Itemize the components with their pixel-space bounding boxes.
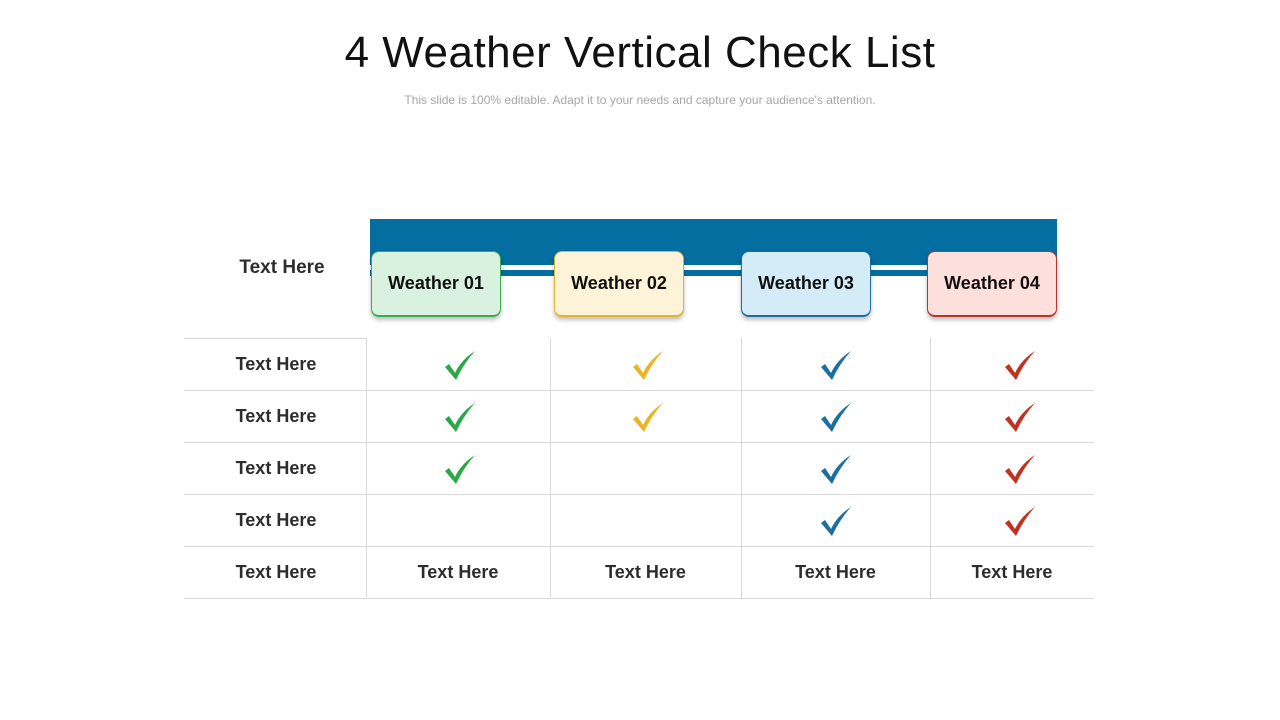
row-label: Text Here	[235, 457, 317, 478]
tab-weather-03[interactable]	[741, 251, 871, 317]
check-mark-icon	[632, 350, 664, 382]
check-mark-icon	[1004, 350, 1036, 382]
check-mark-icon	[632, 402, 664, 434]
footer-cell: Text Here	[795, 561, 876, 582]
tab-weather-01[interactable]	[371, 251, 501, 317]
check-mark-icon	[820, 402, 852, 434]
footer-cell: Text Here	[605, 561, 686, 582]
check-mark-icon	[820, 454, 852, 486]
tab-label: Weather 02	[571, 273, 667, 293]
row-label: Text Here	[235, 509, 317, 530]
tab-label: Weather 01	[388, 273, 484, 293]
check-mark-icon	[444, 350, 476, 382]
check-mark-icon	[444, 454, 476, 486]
page-subtitle: This slide is 100% editable. Adapt it to your needs and capture your audience's attention.	[404, 93, 876, 107]
row-label: Text Here	[235, 353, 317, 374]
footer-cell: Text Here	[971, 561, 1053, 582]
check-mark-icon	[1004, 402, 1036, 434]
row-label: Text Here	[235, 405, 317, 426]
check-mark-icon	[444, 402, 476, 434]
footer-cell: Text Here	[417, 561, 499, 582]
tab-weather-02[interactable]	[554, 251, 684, 317]
check-mark-icon	[820, 350, 852, 382]
tab-label: Weather 04	[944, 273, 1040, 293]
corner-label: Text Here	[239, 257, 325, 278]
check-mark-icon	[820, 506, 852, 538]
check-mark-icon	[1004, 454, 1036, 486]
table-divider	[184, 598, 1094, 599]
check-table	[184, 338, 1094, 599]
tab-label: Weather 03	[758, 273, 854, 293]
tab-weather-04[interactable]	[927, 251, 1057, 317]
page-title: 4 Weather Vertical Check List	[344, 28, 936, 77]
footer-row-label: Text Here	[235, 561, 317, 582]
check-mark-icon	[1004, 506, 1036, 538]
